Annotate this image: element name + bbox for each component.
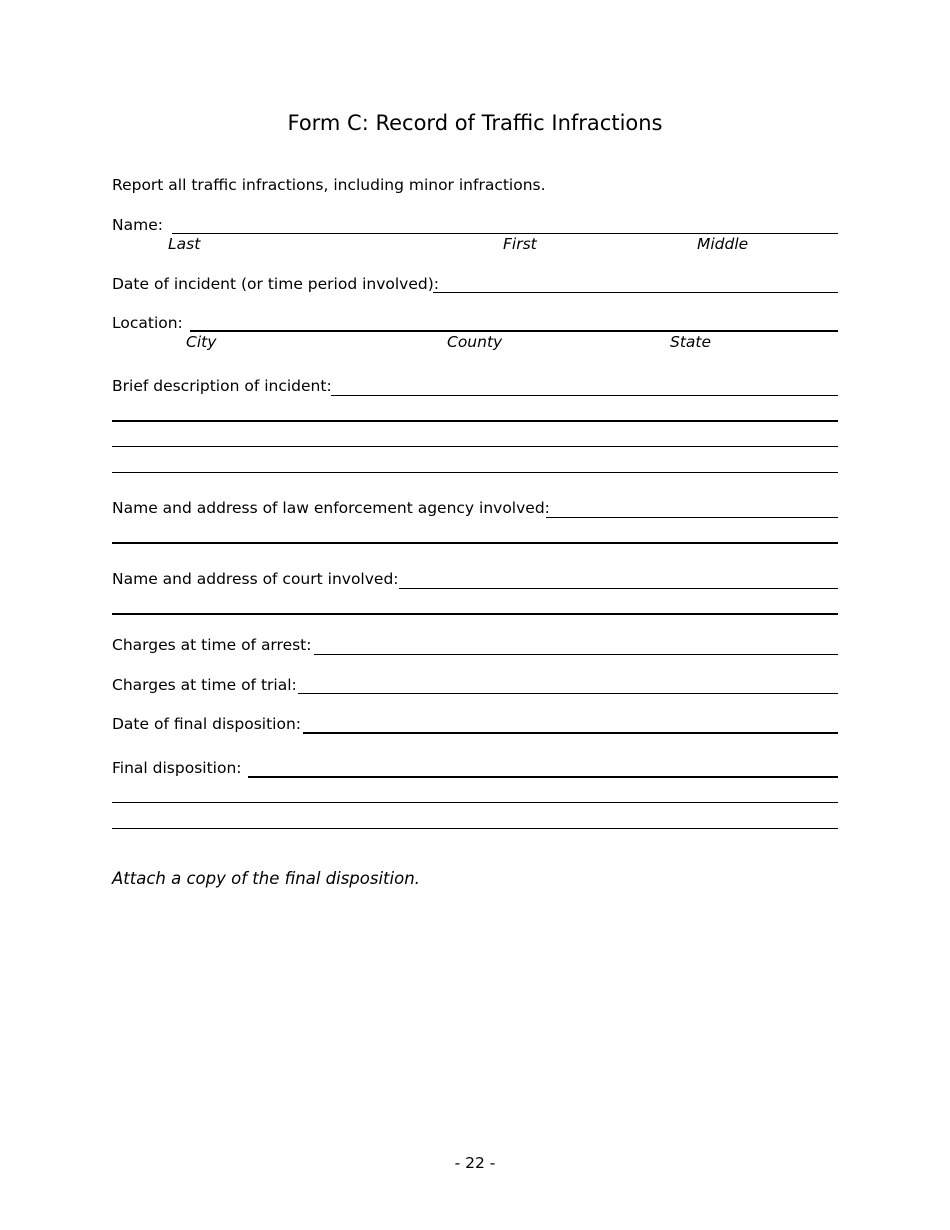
location-sublabel-state: State (670, 333, 712, 351)
final-disposition-field-line-2[interactable] (112, 802, 838, 803)
name-sublabel-last: Last (168, 235, 201, 253)
description-field-line-1[interactable] (331, 395, 838, 396)
final-disposition-field-line-3[interactable] (112, 828, 838, 829)
name-label: Name: (112, 216, 163, 234)
date-of-incident-label: Date of incident (or time period involved): (112, 275, 439, 293)
description-field-line-4[interactable] (112, 472, 838, 473)
court-field-line-2[interactable] (112, 613, 838, 615)
court-field-line-1[interactable] (399, 588, 838, 589)
page-number: - 22 - (454, 1154, 496, 1172)
final-disposition-label: Final disposition: (112, 759, 242, 777)
law-enforcement-label: Name and address of law enforcement agency involved: (112, 499, 550, 517)
name-sublabel-first: First (503, 235, 537, 253)
name-sublabel-middle: Middle (697, 235, 749, 253)
date-of-incident-field[interactable] (433, 292, 838, 293)
intro-text: Report all traffic infractions, including minor infractions. (112, 176, 546, 194)
form-title: Form C: Record of Traffic Infractions (287, 111, 663, 135)
description-field-line-3[interactable] (112, 446, 838, 447)
date-final-field[interactable] (303, 732, 838, 734)
location-field[interactable] (190, 330, 838, 332)
description-field-line-2[interactable] (112, 420, 838, 422)
location-sublabel-city: City (186, 333, 217, 351)
description-label: Brief description of incident: (112, 377, 332, 395)
attach-note: Attach a copy of the final disposition. (112, 869, 420, 888)
court-label: Name and address of court involved: (112, 570, 399, 588)
charges-arrest-label: Charges at time of arrest: (112, 636, 312, 654)
location-label: Location: (112, 314, 183, 332)
law-enforcement-field-line-1[interactable] (546, 517, 838, 518)
date-final-label: Date of final disposition: (112, 715, 301, 733)
law-enforcement-field-line-2[interactable] (112, 542, 838, 544)
charges-trial-field[interactable] (298, 693, 838, 694)
charges-trial-label: Charges at time of trial: (112, 676, 297, 694)
charges-arrest-field[interactable] (314, 654, 838, 655)
final-disposition-field-line-1[interactable] (248, 776, 838, 778)
location-sublabel-county: County (447, 333, 503, 351)
